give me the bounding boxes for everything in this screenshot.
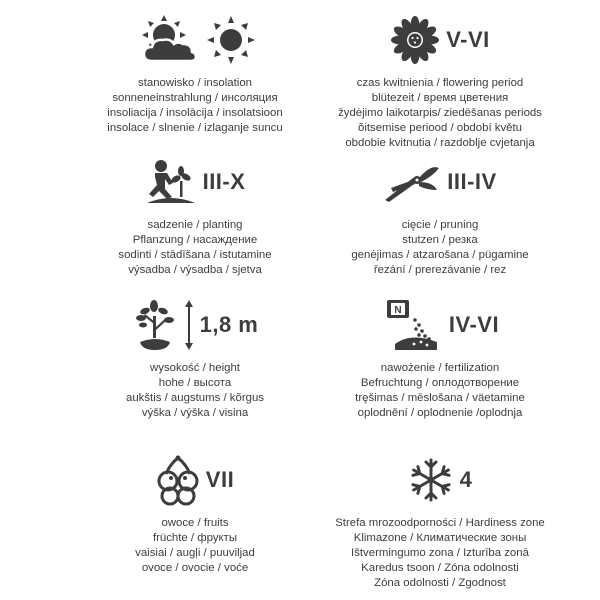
- fertilization-text: [290, 361, 590, 421]
- flowering-icons: [290, 8, 590, 72]
- snowflake-icon: [408, 457, 454, 503]
- insolation-line: insolace / slnenie / izlaganje suncu: [107, 122, 283, 134]
- height-arrow-icon: [184, 300, 194, 350]
- fruits-period-code: VII: [205, 467, 235, 492]
- pruning-line: stutzen / резка: [402, 234, 478, 246]
- fruit-berries-icon: [156, 454, 200, 506]
- hardiness-line: Ištvermingumo zona / Izturība zonā: [351, 547, 529, 559]
- hardiness-line: Klimazone / Климатические зоны: [353, 532, 527, 544]
- cell-flowering: [290, 8, 590, 151]
- gardener-planting-icon: [145, 157, 197, 207]
- pruning-line: cięcie / pruning: [401, 219, 479, 231]
- fertilization-icons: [290, 293, 590, 357]
- fertilization-line: tręšimas / mēslošana / väetamine: [355, 392, 525, 404]
- cell-pruning: [290, 150, 590, 278]
- height-line: aukštis / augstums / kõrgus: [125, 392, 264, 404]
- fertilizer-bag-letter: N: [394, 305, 402, 316]
- insolation-line: sonneneinstrahlung / инсоляция: [112, 92, 278, 104]
- height-line: hohe / высота: [158, 377, 232, 389]
- planting-line: výsadba / výsadba / sjetva: [128, 264, 262, 276]
- sun-icon: [206, 15, 256, 65]
- flowering-text: [290, 76, 590, 151]
- flowering-line: õitsemise periood / období květu: [358, 122, 522, 134]
- pruning-line: řezání / prerezávanie / rez: [373, 264, 507, 276]
- hardiness-zone-value: 4: [459, 467, 473, 492]
- flower-icon: [390, 15, 440, 65]
- planting-line: Pflanzung / насаждение: [132, 234, 258, 246]
- pruning-line: genėjimas / atzarošana / pügamine: [351, 249, 529, 261]
- flowering-line: žydėjimo laikotarpis/ ziedēšanas periods: [338, 107, 542, 119]
- flowering-line: obdobie kvitnutia / razdoblje cvjetanja: [345, 137, 535, 149]
- tree-height-icon: [132, 298, 178, 352]
- planting-line: sodinti / stādīšana / istutamine: [118, 249, 272, 261]
- hardiness-text: [290, 516, 590, 591]
- insolation-line: insoliacija / insolācija / insolatsioon: [107, 107, 283, 119]
- planting-line: sadzenie / planting: [147, 219, 243, 231]
- pruning-text: [290, 218, 590, 278]
- fruits-line: vaisiai / augļi / puuviljad: [135, 547, 255, 559]
- fruits-line: ovoce / ovocie / voće: [141, 562, 249, 574]
- hardiness-line: Strefa mrozoodporności / Hardiness zone: [335, 517, 545, 529]
- insolation-line: stanowisko / insolation: [138, 77, 252, 89]
- height-line: výška / výška / visina: [141, 407, 249, 419]
- fruits-line: früchte / фрукты: [152, 532, 238, 544]
- flowering-period-code: V-VI: [446, 27, 490, 52]
- flowering-line: blütezeit / время цветения: [371, 92, 509, 104]
- height-line: wysokość / height: [150, 362, 240, 374]
- fertilization-line: nawożenie / fertilization: [380, 362, 500, 374]
- pruning-icons: [290, 150, 590, 214]
- fertilizer-bag-icon: [381, 298, 443, 352]
- fruits-line: owoce / fruits: [161, 517, 229, 529]
- cell-hardiness: [290, 448, 590, 591]
- pruning-period-code: III-IV: [447, 169, 497, 194]
- height-value: 1,8 m: [199, 312, 259, 337]
- pruning-shears-icon: [383, 160, 441, 204]
- planting-period-code: III-X: [202, 169, 246, 194]
- fertilization-line: Befruchtung / оплодотворение: [360, 377, 520, 389]
- hardiness-line: Karedus tsoon / Zóna odolnosti: [361, 562, 519, 574]
- fertilization-line: oplodnění / oplodnenie /oplodnja: [357, 407, 523, 419]
- partly-cloudy-sun-icon: [134, 13, 200, 67]
- flowering-line: czas kwitnienia / flowering period: [356, 77, 524, 89]
- fertilization-period-code: IV-VI: [448, 312, 500, 337]
- hardiness-icons: [290, 448, 590, 512]
- hardiness-line: Zóna odolnosti / Zgodnost: [374, 577, 506, 589]
- cell-fertilization: [290, 293, 590, 421]
